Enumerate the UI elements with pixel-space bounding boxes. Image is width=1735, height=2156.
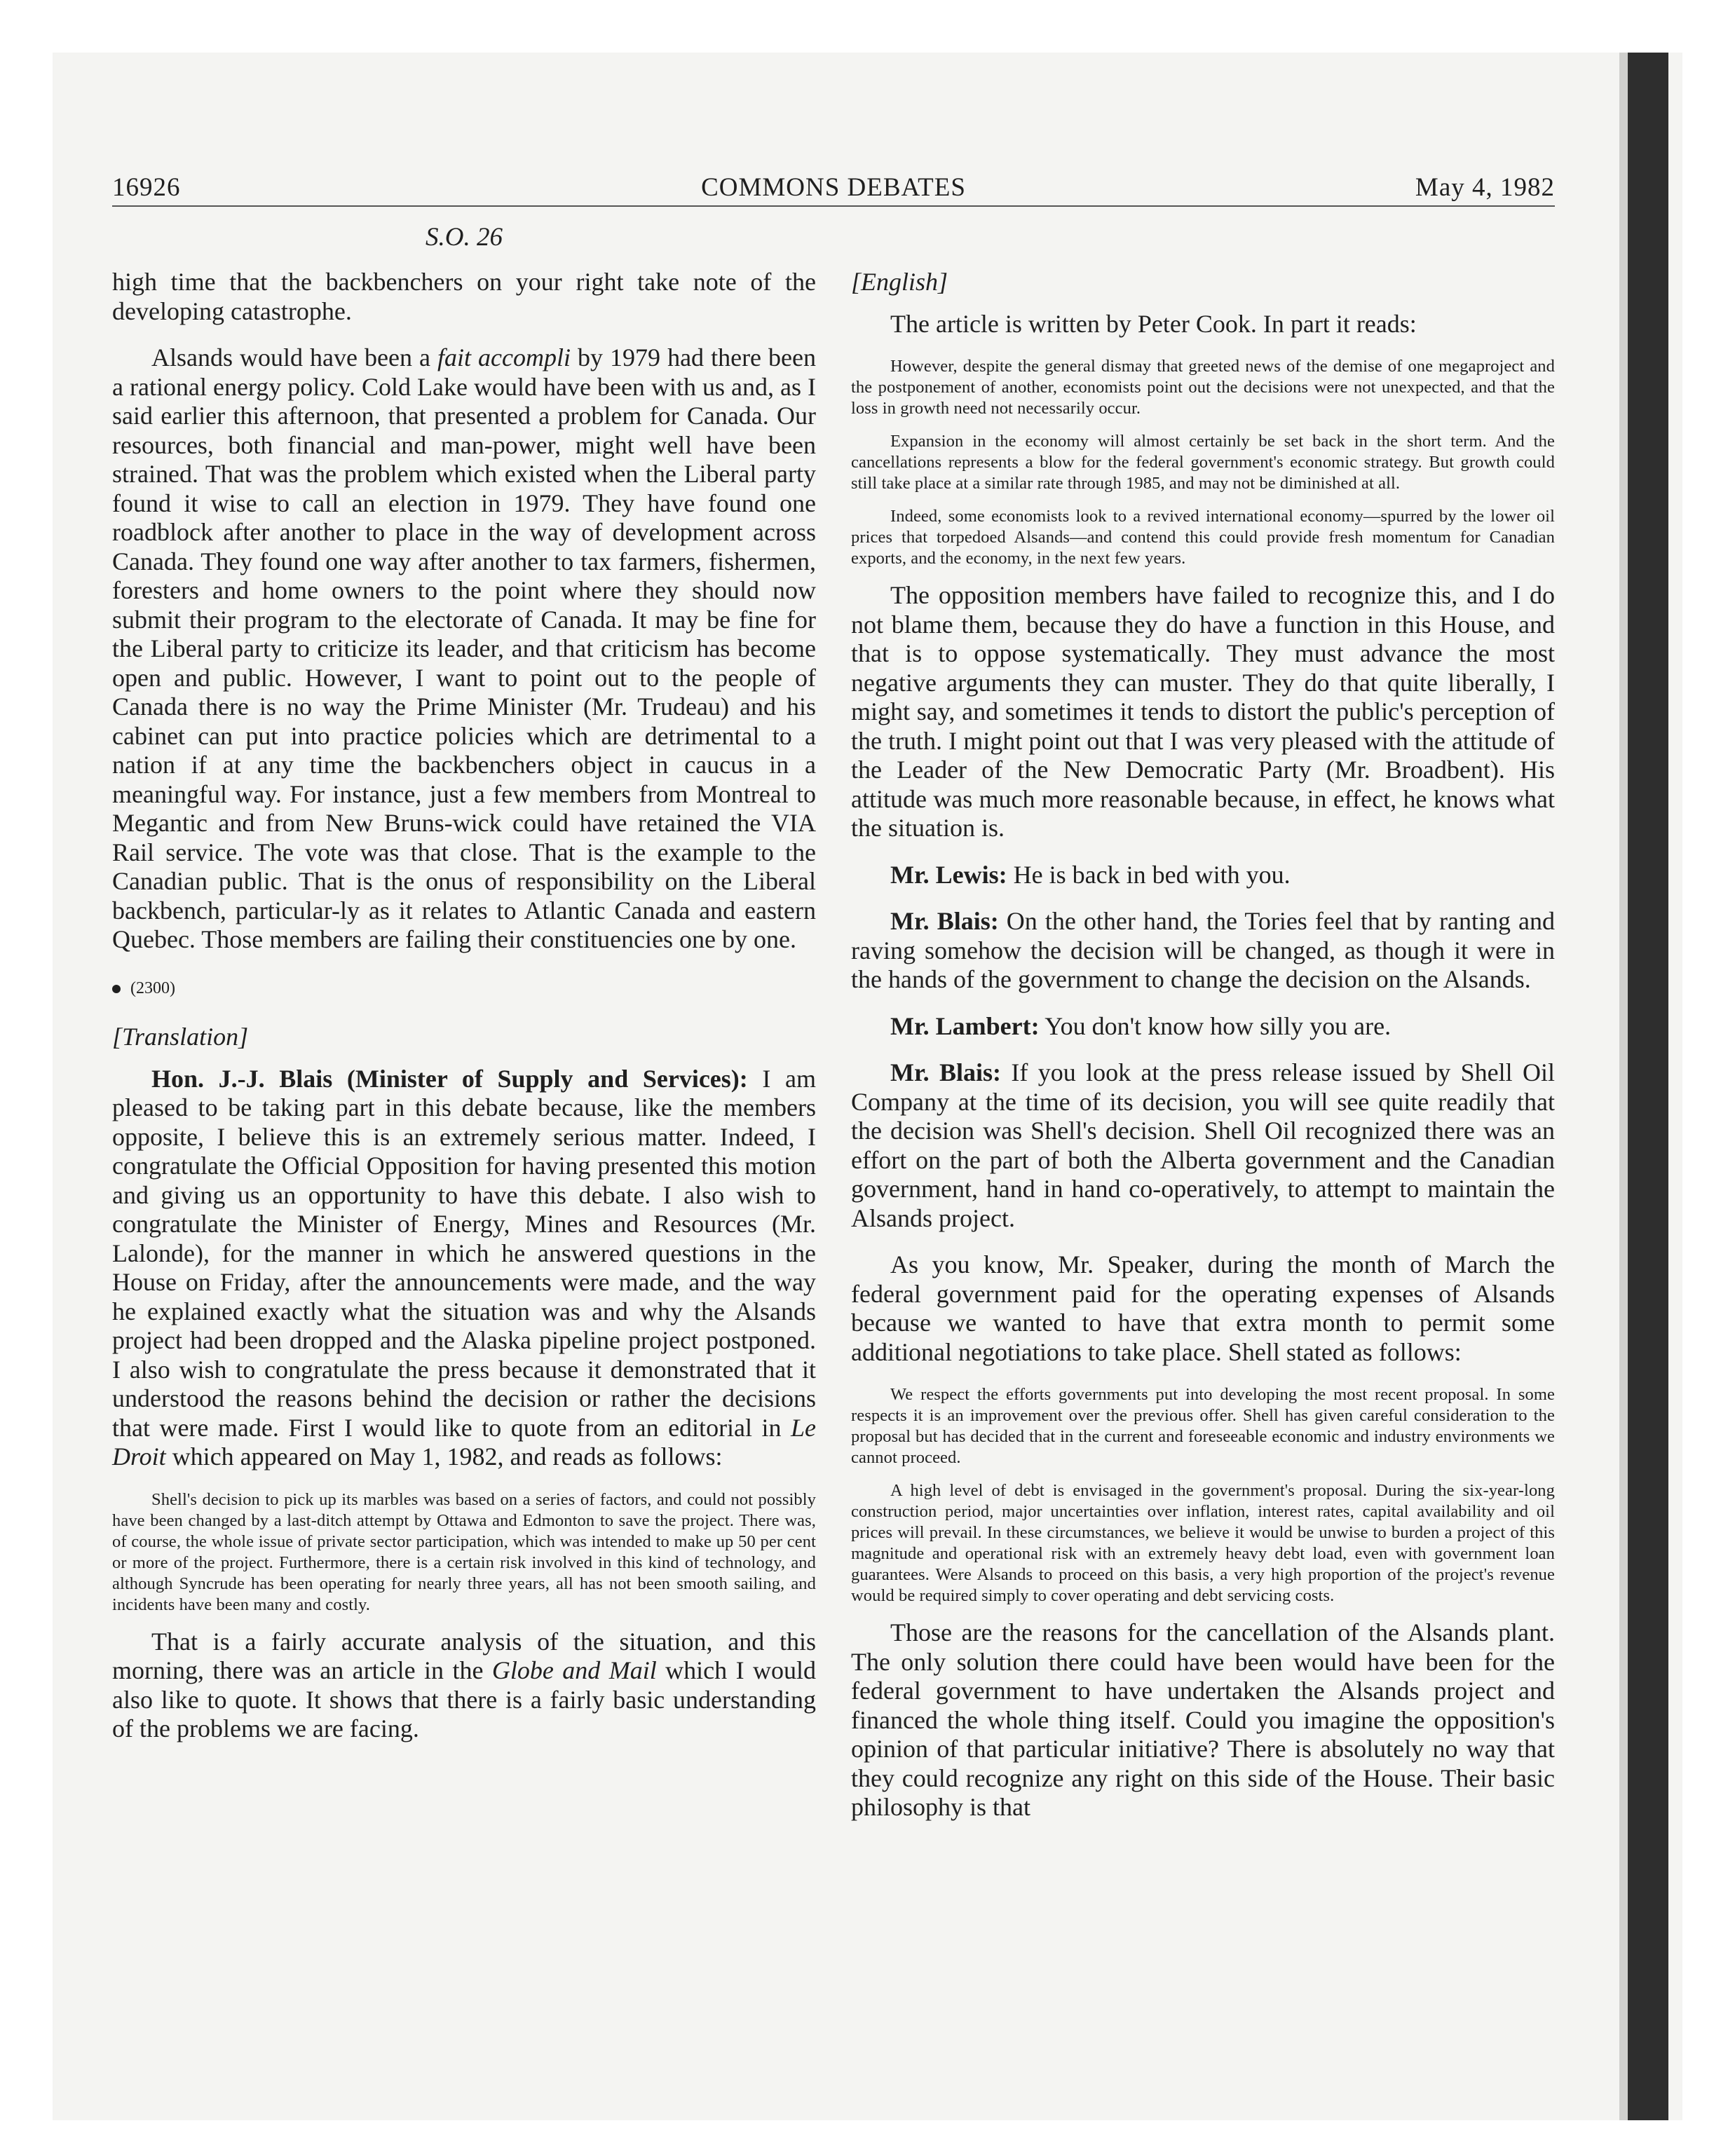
paragraph xyxy=(112,1628,816,1744)
paragraph xyxy=(851,1058,1555,1233)
italic-text: Globe and Mail xyxy=(491,1656,657,1684)
text-run: He is back in bed with you. xyxy=(1007,860,1291,889)
block-quote: However, despite the general dismay that greeted news of the demise of one megaproject and the postponement of another, economists point out the decisions were not unexpected, and that the loss in growth need not necessarily occur. xyxy=(851,357,1555,418)
running-title: COMMONS DEBATES xyxy=(701,173,966,202)
text-run: by 1979 had there been a rational energy policy. Cold Lake would have been with us and, as I said earlier this afternoon, that presented a problem for Canada. Our resources, both financial and man-power, might well have been strained. That was the problem which existed when the Liberal party found it wise to call an election in 1979. They have found one roadblock after another to place in the way of development across Canada. They found one way after another to tax farmers, fishermen, foresters and home owners to the point where they should now submit their program to the electorate of Canada. It may be fine for the Liberal party to criticize its leader, and that criticism has become open and public. However, I want to point out to the people of Canada there is no way the Prime Minister (Mr. Trudeau) and his cabinet can put into practice policies which are detrimental to a nation if at any time the backbenchers object in caucus in a meaningful way. For instance, just a few members from Montreal to Megantic and from New Bruns-wick could have retained the VIA Rail service. The vote was that close. That is the example to the Canadian public. That is the onus of responsibility on the Liberal backbench, particular-ly as it relates to Atlantic Canada and eastern Quebec. Those members are failing their constituencies one by one. xyxy=(112,343,817,953)
paragraph xyxy=(112,1065,816,1472)
block-quote: A high level of debt is envisaged in the government's proposal. During the six-year-long construction period, major uncertainties over inflation, interest rates, capital availability and oil prices will prevail. In these circumstances, we believe it would be unwise to burden a project of this magnitude and operational risk with an extremely heavy debt load, even with government loan guarantees. Were Alsands to proceed on this basis, a very high proportion of the project's revenue would be required simply to cover operating and debt servicing costs. xyxy=(851,1481,1555,1605)
left-column xyxy=(112,268,816,1761)
speaker-name: Mr. Lambert: xyxy=(890,1011,1040,1040)
page-header xyxy=(112,170,1555,207)
block-quote: We respect the efforts governments put into developing the most recent proposal. In some respects it is an improvement over the previous offer. Shell has given careful consideration to the proposal but has decided that in the current and foreseeable economic and industry environments we cannot proceed. xyxy=(851,1385,1555,1467)
paragraph: As you know, Mr. Speaker, during the month of March the federal government paid for the operating expenses of Alsands because we wanted to have that extra month to permit some additional negotiations to take place. Shell stated as follows: xyxy=(851,1250,1555,1366)
bullet-icon xyxy=(112,985,121,993)
time-marker-label: (2300) xyxy=(130,978,175,997)
page-date: May 4, 1982 xyxy=(1415,173,1555,202)
paragraph: high time that the backbenchers on your right take note of the developing catastrophe. xyxy=(112,268,816,325)
paragraph xyxy=(851,1012,1555,1042)
paragraph: Those are the reasons for the cancellation of the Alsands plant. The only solution there could have been would have been for the federal government to have undertaken the Alsands project and financed the whole thing itself. Could you imagine the opposition's opinion of that particular initiative? There is absolutely no way that they could recognize any right on this side of the House. Their basic philosophy is that xyxy=(851,1618,1555,1821)
speaker-name: Hon. J.-J. Blais (Minister of Supply and Services): xyxy=(151,1064,748,1093)
paragraph xyxy=(851,907,1555,995)
text-run: which I would also like to quote. It shows that there is a fairly basic understanding of the problems we are facing. xyxy=(112,1656,816,1742)
page-edge xyxy=(1619,53,1628,2120)
time-marker xyxy=(112,974,816,1004)
page-number: 16926 xyxy=(112,173,181,202)
language-tag: [English] xyxy=(851,268,948,296)
section-tag: S.O. 26 xyxy=(426,223,503,252)
italic-text: fait accompli xyxy=(437,343,571,371)
language-tag: [Translation] xyxy=(112,1023,249,1051)
text-run: That is a fairly accurate analysis of the situation, and this morning, there was an article in the xyxy=(112,1627,816,1684)
text-run: Alsands would have been a xyxy=(151,343,438,371)
paragraph xyxy=(851,861,1555,890)
text-run: which appeared on May 1, 1982, and reads as follows: xyxy=(165,1442,723,1471)
binding-spine xyxy=(1628,53,1668,2120)
text-run: If you look at the press release issued by Shell Oil Company at the time of its decision, you will see quite readily that the decision was Shell's decision. Shell Oil recognized there was an effort on the part of both the Alberta government and the Canadian government, hand in hand co-operatively, to attempt to maintain the Alsands project. xyxy=(851,1058,1555,1232)
block-quote: Expansion in the economy will almost certainly be set back in the short term. And the cancellations represents a blow for the federal government's economic strategy. But growth could still take place at a similar rate through 1985, and may not be diminished at all. xyxy=(851,432,1555,493)
paragraph: The article is written by Peter Cook. In part it reads: xyxy=(890,309,1417,338)
text-run: You don't know how silly you are. xyxy=(1039,1011,1392,1040)
text-run: I am pleased to be taking part in this debate because, like the members opposite, I believe this is an extremely serious matter. Indeed, I congratulate the Official Opposition for having presented this motion and giving us an opportunity to have this debate. I also wish to congratulate the Minister of Energy, Mines and Resources (Mr. Lalonde), for the manner in which he answered questions in the House on Friday, after the announcements were made, and the way he explained exactly what the situation was and why the Alsands project had been dropped and the Alaska pipeline project postponed. I also wish to congratulate the press because it demonstrated that it understood the reasons behind the decision or rather the decisions that were made. First I would like to quote from an editorial in xyxy=(112,1064,816,1442)
speaker-name: Mr. Blais: xyxy=(890,907,999,935)
paragraph xyxy=(112,343,816,955)
speaker-name: Mr. Lewis: xyxy=(890,860,1007,889)
text-run: On the other hand, the Tories feel that by ranting and raving somehow the decision will be changed, as though it were in the hands of the government to change the decision on the Alsands. xyxy=(851,907,1555,993)
block-quote: Shell's decision to pick up its marbles was based on a series of factors, and could not possibly have been changed by a last-ditch attempt by Ottawa and Edmonton to save the project. There was, of course, the whole issue of private sector participation, which was intended to make up 50 per cent or more of the project. Furthermore, there is a certain risk involved in this kind of technology, and although Syncrude has been operating for nearly three years, all has not been smooth sailing, and incidents have been many and costly. xyxy=(112,1489,816,1614)
paragraph: The opposition members have failed to recognize this, and I do not blame them, because they do have a function in this House, and that is to oppose systematically. They must advance the most negative arguments they can muster. They do that quite liberally, I might say, and sometimes it tends to distort the public's perception of the truth. I might point out that I was very pleased with the attitude of the Leader of the New Democratic Party (Mr. Broadbent). His attitude was much more reasonable because, in effect, he knows what the situation is. xyxy=(851,581,1555,842)
speaker-name: Mr. Blais: xyxy=(890,1058,1002,1086)
block-quote: Indeed, some economists look to a revived international economy—spurred by the lower oil prices that torpedoed Alsands—and contend this could provide fresh momentum for Canadian exports, and the economy, in the next few years. xyxy=(851,507,1555,568)
italic-text: Le Droit xyxy=(112,1413,816,1471)
right-column xyxy=(851,268,1555,1840)
